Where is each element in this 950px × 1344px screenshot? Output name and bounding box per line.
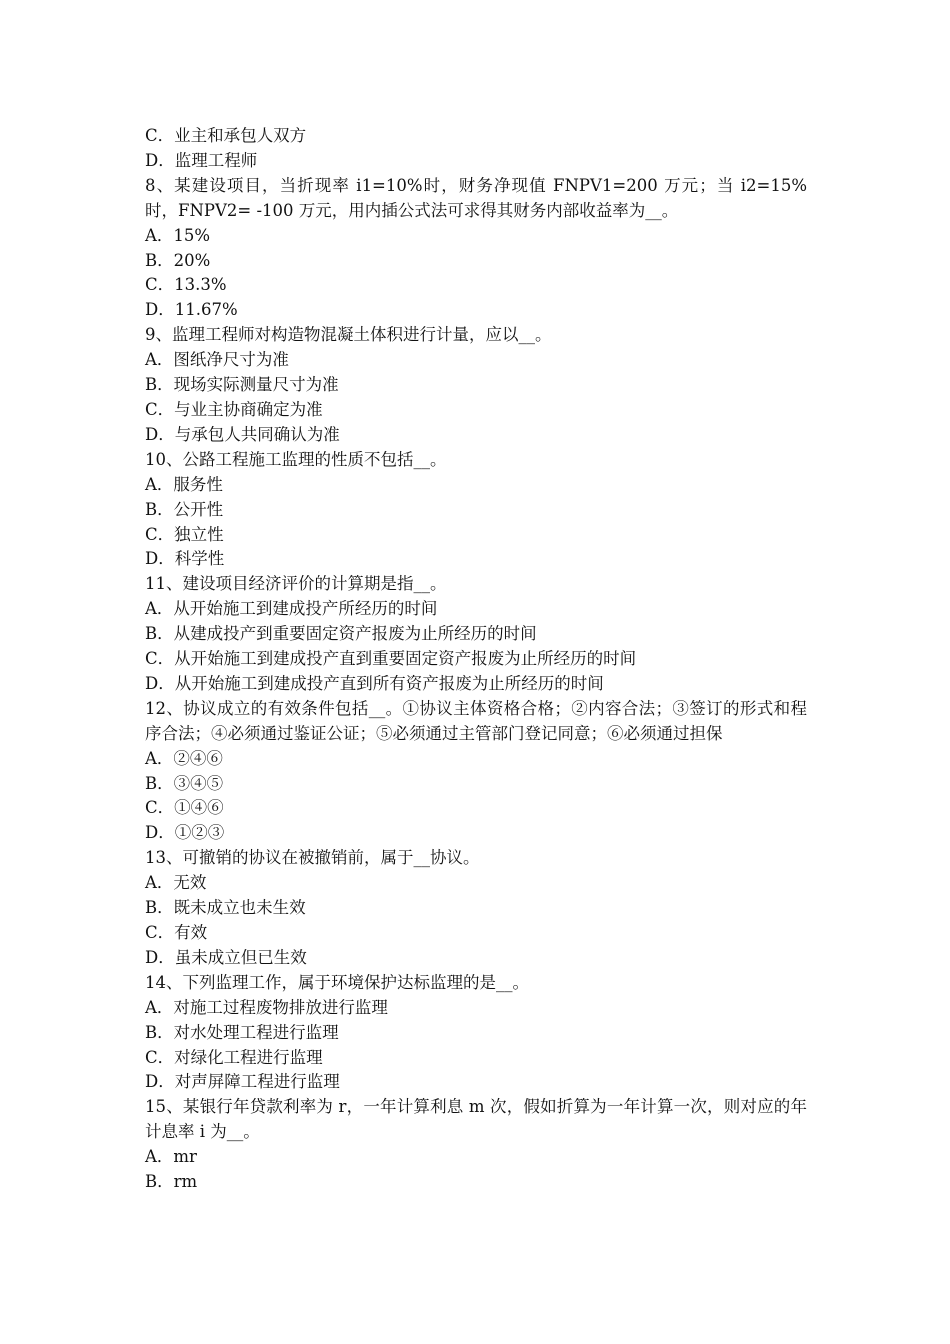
option-line: B．对水处理工程进行监理 bbox=[145, 1022, 339, 1042]
option-line: B．从建成投产到重要固定资产报废为止所经历的时间 bbox=[145, 624, 537, 644]
option-line: B．③④⑤ bbox=[145, 773, 224, 793]
option-line: C．①④⑥ bbox=[145, 798, 224, 818]
option-line: D．与承包人共同确认为准 bbox=[145, 424, 340, 444]
option-line: D．科学性 bbox=[145, 549, 225, 569]
option-line: D．从开始施工到建成投产直到所有资产报废为止所经历的时间 bbox=[145, 673, 604, 693]
question-stem: 11、建设项目经济评价的计算期是指__。 bbox=[145, 574, 447, 594]
option-line: A．图纸净尺寸为准 bbox=[145, 350, 289, 370]
question-stem: 12、协议成立的有效条件包括__。①协议主体资格合格；②内容合法；③签订的形式和程序合法；④必须通过鉴证公证；⑤必须通过主管部门登记同意；⑥必须通过担保 bbox=[145, 698, 807, 743]
option-line: B．rm bbox=[145, 1172, 198, 1192]
option-line: B．20% bbox=[145, 250, 211, 270]
option-line: D．①②③ bbox=[145, 823, 225, 843]
option-line: A．服务性 bbox=[145, 474, 223, 494]
option-line: A．无效 bbox=[145, 873, 207, 893]
option-line: C．有效 bbox=[145, 923, 208, 942]
option-line: D．虽未成立但已生效 bbox=[145, 947, 307, 967]
option-line: C．独立性 bbox=[145, 524, 224, 544]
option-line: B．现场实际测量尺寸为准 bbox=[145, 375, 339, 395]
option-line: B．既未成立也未生效 bbox=[145, 898, 306, 918]
question-stem: 10、公路工程施工监理的性质不包括__。 bbox=[145, 449, 447, 469]
question-stem: 9、监理工程师对构造物混凝土体积进行计量，应以__。 bbox=[145, 325, 552, 345]
question-stem: 13、可撤销的协议在被撤销前，属于__协议。 bbox=[145, 848, 480, 868]
question-stem: 14、下列监理工作，属于环境保护达标监理的是__。 bbox=[145, 972, 529, 992]
option-line: B．公开性 bbox=[145, 499, 224, 519]
document-page bbox=[145, 124, 807, 1195]
option-line: A．从开始施工到建成投产所经历的时间 bbox=[145, 599, 438, 619]
option-line: D．对声屏障工程进行监理 bbox=[145, 1072, 340, 1092]
option-line: A．15% bbox=[145, 225, 211, 245]
option-line: A．mr bbox=[145, 1147, 197, 1167]
option-line: D．监理工程师 bbox=[145, 150, 258, 170]
question-stem: 8、某建设项目，当折现率 i1=10%时，财务净现值 FNPV1=200 万元；当 i2=15%时，FNPV2= -100 万元，用内插公式法可求得其财务内部收益率为__。 bbox=[145, 175, 807, 220]
option-line: C．从开始施工到建成投产直到重要固定资产报废为止所经历的时间 bbox=[145, 649, 637, 669]
question-stem: 15、某银行年贷款利率为 r，一年计算利息 m 次，假如折算为一年计算一次，则对应的年计息率 i 为__。 bbox=[145, 1097, 807, 1142]
option-line: C．业主和承包人双方 bbox=[145, 126, 307, 145]
option-line: C．对绿化工程进行监理 bbox=[145, 1047, 323, 1067]
option-line: C．13.3% bbox=[145, 275, 227, 295]
option-line: A．②④⑥ bbox=[145, 748, 223, 768]
option-line: A．对施工过程废物排放进行监理 bbox=[145, 997, 388, 1017]
option-line: D．11.67% bbox=[145, 300, 238, 320]
option-line: C．与业主协商确定为准 bbox=[145, 399, 323, 419]
